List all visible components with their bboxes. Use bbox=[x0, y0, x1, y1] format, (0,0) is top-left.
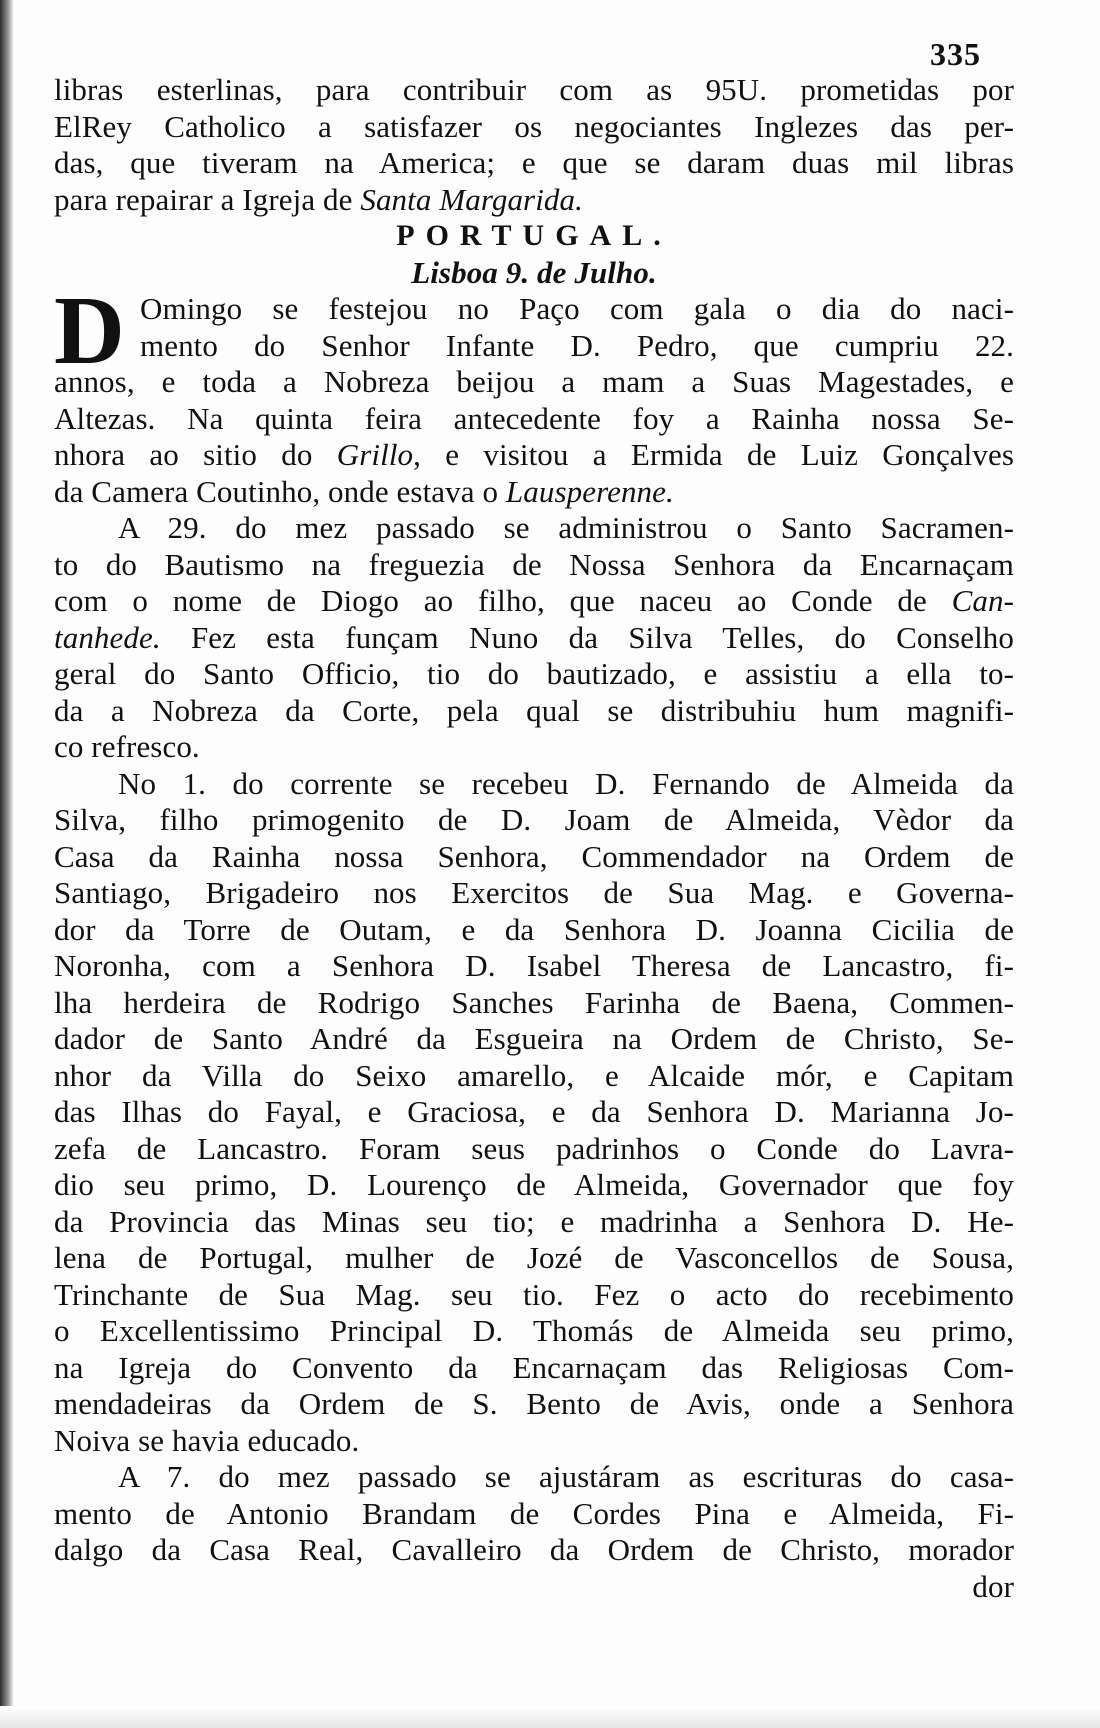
text-line: mento de Antonio Brandam de Cordes Pina e Almeida, Fi- bbox=[54, 1495, 1014, 1531]
text-line: Omingo se festejou no Paço com gala o dia do naci- bbox=[140, 291, 1014, 326]
text-line bbox=[54, 182, 1014, 219]
text-span: da Camera Coutinho, onde estava o bbox=[54, 473, 506, 509]
text-line: nhor da Villa do Seixo amarello, e Alcaide mór, e Capitam bbox=[54, 1057, 1014, 1093]
text-span: para repairar a Igreja de bbox=[54, 181, 361, 217]
dateline: Lisboa 9. de Julho. bbox=[411, 254, 657, 290]
text-line: o Excellentissimo Principal D. Thomás de Almeida seu primo, bbox=[54, 1313, 1014, 1348]
text-line: Casa da Rainha nossa Senhora, Commendador na Ordem de bbox=[54, 838, 1014, 874]
text-line: No 1. do corrente se recebeu D. Fernando de Almeida da bbox=[118, 765, 1014, 801]
text-line: da a Nobreza da Corte, pela qual se distribuhiu hum magnifi- bbox=[54, 692, 1014, 728]
page-bottom-shade bbox=[0, 1706, 1100, 1728]
italic-name: Lausperenne. bbox=[505, 473, 674, 509]
text-line: dor da Torre de Outam, e da Senhora D. Joanna Cicilia de bbox=[54, 911, 1014, 947]
italic-name: Can- bbox=[951, 583, 1014, 618]
drop-cap-letter: D bbox=[54, 277, 125, 385]
text-line: Silva, filho primogenito de D. Joam de Almeida, Vèdor da bbox=[54, 802, 1014, 837]
text-span: , e visitou a Ermida de Luiz Gonçalves bbox=[413, 437, 1014, 472]
catchword: dor bbox=[972, 1568, 1014, 1604]
text-line: dio seu primo, D. Lourenço de Almeida, Governador que foy bbox=[54, 1167, 1014, 1202]
text-line: Santiago, Brigadeiro nos Exercitos de Sua Mag. e Governa- bbox=[54, 875, 1014, 910]
text-line: geral do Santo Officio, tio do bautizado, e assistiu a ella to- bbox=[54, 656, 1014, 691]
page-number: 335 bbox=[930, 36, 981, 72]
text-line: lena de Portugal, mulher de Jozé de Vasconcellos de Sousa, bbox=[54, 1240, 1014, 1275]
text-line bbox=[54, 583, 1014, 620]
text-line: Noronha, com a Senhora D. Isabel Theresa de Lancastro, fi- bbox=[54, 948, 1014, 983]
italic-name: Santa Margarida. bbox=[360, 181, 583, 217]
text-line: na Igreja do Convento da Encarnaçam das Religiosas Com- bbox=[54, 1349, 1014, 1385]
text-line: mento do Senhor Infante D. Pedro, que cumpriu 22. bbox=[140, 327, 1014, 363]
text-line: Trinchante de Sua Mag. seu tio. Fez o acto do recebimento bbox=[54, 1276, 1014, 1312]
text-line: mendadeiras da Ordem de S. Bento de Avis, onde a Senhora bbox=[54, 1386, 1014, 1421]
text-line: annos, e toda a Nobreza beijou a mam a Suas Magestades, e bbox=[54, 364, 1014, 399]
text-line: dalgo da Casa Real, Cavalleiro da Ordem de Christo, morador bbox=[54, 1532, 1014, 1567]
text-line: Altezas. Na quinta feira antecedente foy a Rainha nossa Se- bbox=[54, 400, 1014, 436]
text-line: da Provincia das Minas seu tio; e madrinha a Senhora D. He- bbox=[54, 1203, 1014, 1239]
text-line: ElRey Catholico a satisfazer os negociantes Inglezes das per- bbox=[54, 108, 1014, 144]
text-line: to do Bautismo na freguezia de Nossa Senhora da Encarnaçam bbox=[54, 546, 1014, 582]
text-line: lha herdeira de Rodrigo Sanches Farinha de Baena, Commen- bbox=[54, 984, 1014, 1020]
text-line: A 29. do mez passado se administrou o Santo Sacramen- bbox=[118, 510, 1014, 545]
text-line bbox=[54, 620, 1014, 657]
text-line: dador de Santo André da Esgueira na Ordem de Christo, Se- bbox=[54, 1021, 1014, 1056]
text-span: nhora ao sitio do bbox=[54, 437, 337, 472]
article-body bbox=[54, 72, 1014, 1605]
section-heading: PORTUGAL. bbox=[396, 219, 672, 252]
text-span: com o nome de Diogo ao filho, que naceu ao Conde de bbox=[54, 583, 952, 618]
text-line bbox=[54, 474, 1014, 511]
text-span: Fez esta funçam Nuno da Silva Telles, do Conselho bbox=[160, 619, 1014, 655]
italic-name: tanhede. bbox=[54, 619, 161, 655]
text-line: A 7. do mez passado se ajustáram as escrituras do casa- bbox=[118, 1459, 1014, 1494]
text-line bbox=[54, 437, 1014, 474]
text-line: libras esterlinas, para contribuir com as 95U. prometidas por bbox=[54, 72, 1014, 107]
text-line: das, que tiveram na America; e que se daram duas mil libras bbox=[54, 145, 1014, 180]
text-line: das Ilhas do Fayal, e Graciosa, e da Senhora D. Marianna Jo- bbox=[54, 1094, 1014, 1129]
page-edge-shadow bbox=[0, 0, 14, 1728]
italic-name: Grillo bbox=[336, 437, 414, 472]
text-line: Noiva se havia educado. bbox=[54, 1422, 360, 1458]
text-line: co refresco. bbox=[54, 729, 200, 764]
text-line: zefa de Lancastro. Foram seus padrinhos o Conde do Lavra- bbox=[54, 1130, 1014, 1166]
